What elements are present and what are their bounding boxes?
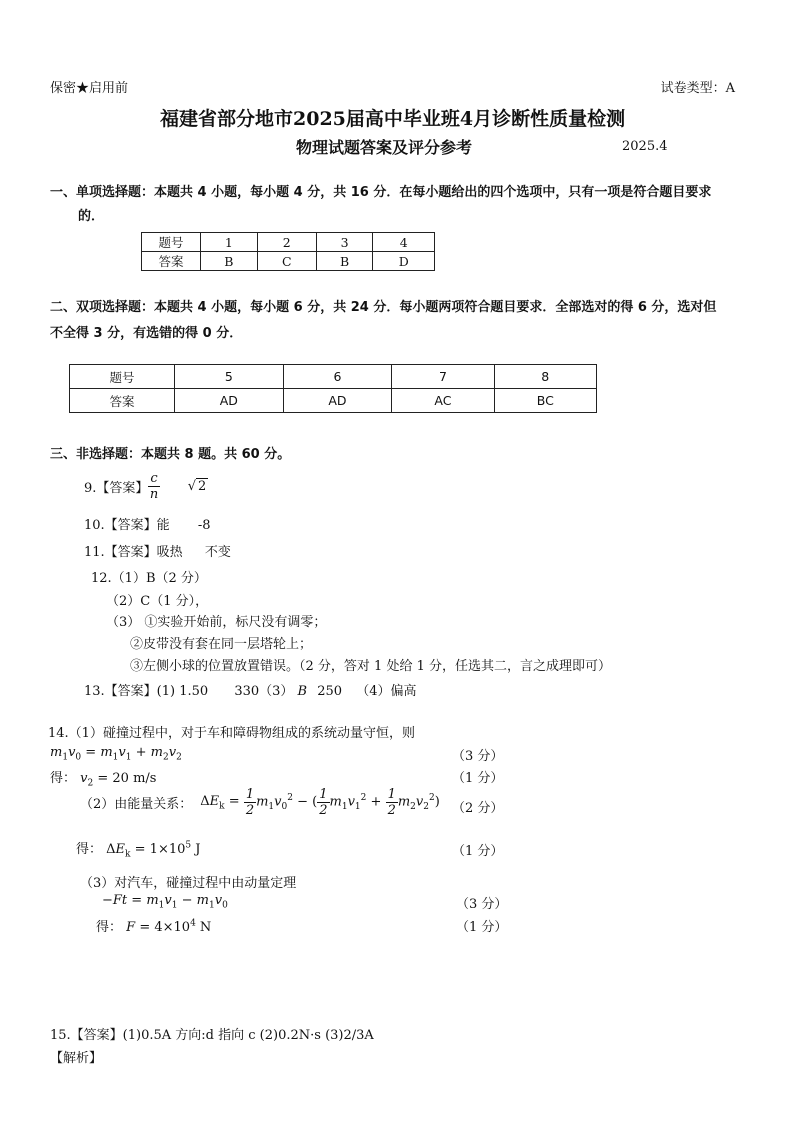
q14-result2-value: = 1×10: [134, 842, 186, 857]
single-choice-table: [141, 232, 435, 271]
table-row: [142, 233, 435, 252]
table-cell: 7: [392, 365, 494, 389]
table-cell: 8: [494, 365, 596, 389]
exam-date: 2025.4: [622, 139, 668, 154]
q14-result2-exp: 5: [185, 840, 192, 851]
q14-result-3: 得： $F = 4\times 10^4$ N: [96, 918, 212, 935]
table-cell: C: [257, 252, 316, 271]
table-row: [70, 389, 597, 413]
q10-prefix: 10.【答案】能: [84, 518, 170, 533]
q14-part3: （3）对汽车，碰撞过程中由动量定理: [80, 876, 297, 891]
table-header-cell: 题号: [142, 233, 201, 252]
section2-heading-cont: 不全得 3 分，有选错的得 0 分．: [50, 326, 243, 341]
q14-result2-unit: J: [191, 842, 201, 857]
q9-frac-den: n: [149, 487, 159, 502]
q14-result3-label: 得：: [96, 920, 123, 935]
q13-value2: B: [297, 684, 308, 699]
q11-prefix: 11.【答案】吸热: [84, 545, 183, 560]
q9-fraction: [148, 472, 159, 501]
table-cell: 2: [257, 233, 316, 252]
q9-prefix: 9.【答案】: [84, 481, 149, 496]
q12-line3: （3） ①实验开始前，标尺没有调零；: [106, 615, 327, 630]
q10-answer: [84, 514, 211, 533]
q9-answer: [84, 472, 208, 501]
q10-value: -8: [197, 518, 211, 533]
table-cell: B: [201, 252, 258, 271]
q9-frac-num: c: [150, 471, 158, 486]
q14-score-4: （1 分）: [452, 844, 504, 859]
q14-result1-value: = 20 m/s: [97, 771, 157, 786]
page-subtitle: 物理试题答案及评分参考: [296, 138, 473, 157]
table-cell: AC: [392, 389, 494, 413]
section1-heading: 一、单项选择题：本题共 4 小题，每小题 4 分，共 16 分．在每小题给出的四个选项中，只有一项是符合题目要求: [50, 185, 712, 200]
section3-heading: 三、非选择题：本题共 8 题。共 60 分。: [50, 447, 291, 462]
table-cell: AD: [175, 389, 284, 413]
q11-value: 不变: [204, 545, 231, 560]
table-header-cell: 答案: [70, 389, 175, 413]
q14-intro: 14.（1）碰撞过程中，对于车和障碍物组成的系统动量守恒，则: [48, 726, 415, 741]
table-cell: D: [373, 252, 435, 271]
q15-answer: 15.【答案】(1)0.5A 方向:d 指向 c (2)0.2N·s (3)2/3A: [50, 1028, 374, 1043]
double-choice-table: [69, 364, 597, 413]
table-row: [142, 252, 435, 271]
q14-result3-value: = 4×10: [139, 920, 191, 935]
page-title: 福建省部分地市2025届高中毕业班4月诊断性质量检测: [160, 108, 626, 130]
q12-line1: 12.（1）B（2 分）: [91, 571, 207, 586]
table-cell: 5: [175, 365, 284, 389]
table-cell: 4: [373, 233, 435, 252]
q14-score-6: （1 分）: [456, 920, 508, 935]
table-header-cell: 题号: [70, 365, 175, 389]
q14-part2-label: （2）由能量关系：: [80, 797, 193, 812]
q13-prefix: 13.【答案】(1) 1.50: [84, 684, 209, 699]
q14-impulse-equation: $-Ft = m_1v_1 - m_1v_0$: [102, 893, 228, 911]
paper-type-label: 试卷类型：A: [660, 81, 735, 96]
q14-momentum-equation: $m_1v_0 = m_1v_1 + m_2v_2$: [50, 745, 182, 763]
q14-result3-unit: N: [195, 920, 212, 935]
q9-sqrt: √ 2: [187, 479, 207, 494]
q12-line2: （2）C（1 分），: [106, 594, 209, 609]
table-header-cell: 答案: [142, 252, 201, 271]
q14-result-2: 得： $\Delta E_k = 1\times 10^5$ J: [76, 840, 201, 860]
q14-energy-equation: （2）由能量关系： $\Delta E_k$ = $\frac{1}{2}$ $m_1v_0^2$ − ( $\frac{1}{2}$ $m_1v_1^2$ + $\frac{1}{2}$ $m_2v_2^2$): [80, 787, 440, 818]
q14-result3-exp: 4: [190, 918, 196, 929]
section1-heading-cont: 的．: [78, 209, 105, 224]
q9-sqrt-value: 2: [197, 479, 207, 494]
q13-value1: 330（3）: [234, 684, 294, 699]
section2-heading: 二、双项选择题：本题共 4 小题，每小题 6 分，共 24 分．每小题两项符合题目要求．全部选对的得 6 分，选对但: [50, 300, 717, 315]
q14-result-1: 得： $v_2 = 20$ m/s: [50, 771, 157, 789]
q14-result2-label: 得：: [76, 842, 103, 857]
table-row: [70, 365, 597, 389]
q11-answer: [84, 541, 231, 560]
q14-score-1: （3 分）: [452, 749, 504, 764]
table-cell: BC: [494, 389, 596, 413]
q14-score-3: （2 分）: [452, 801, 504, 816]
q14-score-2: （1 分）: [452, 771, 504, 786]
confidential-label: 保密★启用前: [50, 81, 129, 96]
q15-analysis-label: 【解析】: [50, 1051, 103, 1066]
q12-line5: ③左侧小球的位置放置错误。（2 分，答对 1 处给 1 分，任选其二，言之成理即可）: [130, 659, 611, 674]
table-cell: 1: [201, 233, 258, 252]
table-cell: B: [316, 252, 373, 271]
table-cell: AD: [283, 389, 392, 413]
q14-score-5: （3 分）: [456, 897, 508, 912]
q13-answer: [84, 680, 417, 699]
q13-value3: 250: [317, 684, 343, 699]
q14-result1-label: 得：: [50, 771, 77, 786]
q13-value4: （4）偏高: [356, 684, 417, 699]
q12-line4: ②皮带没有套在同一层塔轮上；: [130, 637, 313, 652]
table-cell: 6: [283, 365, 392, 389]
table-cell: 3: [316, 233, 373, 252]
